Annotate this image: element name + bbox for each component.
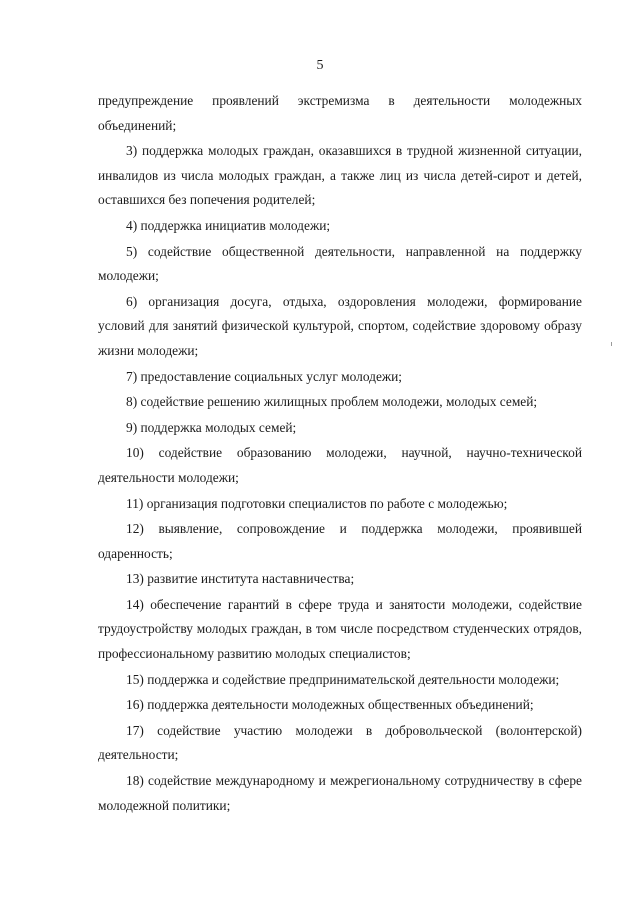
paragraph-continuation: предупреждение проявлений экстремизма в деятельности молодежных объединений; [98, 93, 582, 133]
list-item-17: 17) содействие участию молодежи в добровольческой (волонтерской) деятельности; [98, 722, 582, 763]
list-item-11: 11) организация подготовки специалистов по работе с молодежью; [126, 495, 508, 511]
list-item-15: 15) поддержка и содействие предпринимательской деятельности молодежи; [126, 671, 560, 687]
list-item-13: 13) развитие института наставничества; [126, 571, 355, 587]
list-item-3: 3) поддержка молодых граждан, оказавшихся в трудной жизненной ситуации, инвалидов из числа молодых граждан, а также лиц из числа детей-сирот и детей, оставшихся без попечения родителей; [98, 143, 582, 208]
list-item-6: 6) организация досуга, отдыха, оздоровления молодежи, формирование условий для занятий физической культурой, спортом, содействие здоровому образу жизни молодежи; [98, 293, 582, 358]
list-item-18: 18) содействие международному и межрегиональному сотрудничеству в сфере молодежной политики; [98, 773, 582, 813]
list-item-16: 16) поддержка деятельности молодежных общественных объединений; [126, 697, 534, 713]
page-number: 5 [316, 58, 324, 73]
list-item-12: 12) выявление, сопровождение и поддержка молодежи, проявившей одаренность; [98, 521, 582, 561]
list-item-7: 7) предоставление социальных услуг молодежи; [126, 368, 403, 384]
list-item-14: 14) обеспечение гарантий в сфере труда и занятости молодежи, содействие трудоустройству молодых граждан, в том числе посредством студенческих отрядов, профессиональному развитию молодых специалистов; [98, 596, 582, 662]
list-item-10: 10) содействие образованию молодежи, научной, научно-технической деятельности молодежи; [98, 445, 582, 485]
list-item-9: 9) поддержка молодых семей; [126, 419, 297, 435]
list-item-5: 5) содействие общественной деятельности, направленной на поддержку молодежи; [98, 243, 582, 284]
scan-margin-mark [611, 342, 612, 346]
list-item-4: 4) поддержка инициатив молодежи; [126, 217, 331, 233]
document-body [98, 89, 582, 818]
list-item-8: 8) содействие решению жилищных проблем молодежи, молодых семей; [126, 394, 538, 410]
